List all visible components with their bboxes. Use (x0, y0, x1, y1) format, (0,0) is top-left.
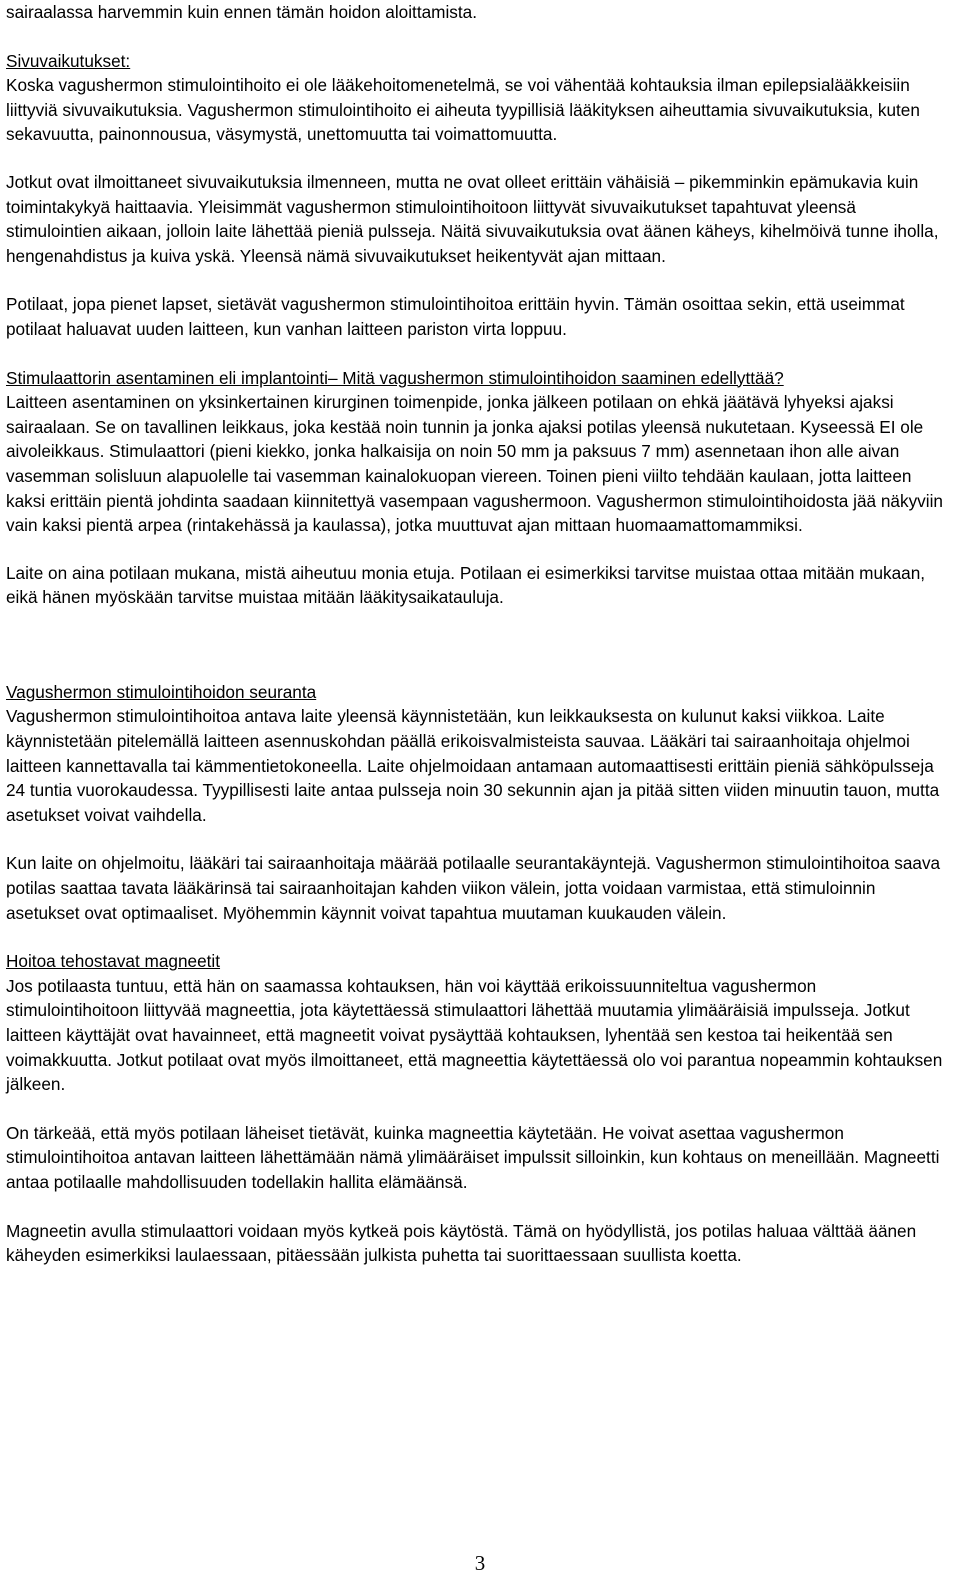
document-page (6, 0, 952, 1268)
followup-paragraph-2: Kun laite on ohjelmoitu, lääkäri tai sairaanhoitaja määrää potilaalle seurantakäyntejä. Vagushermon stimulointihoitoa saava potilas saattaa tavata lääkärinsä tai sairaanhoitajan kahden viikon välein, jotta voidaan varmistaa, että stimuloinnin asetukset ovat optimaaliset. Myöhemmin käynnit voivat tapahtua muutaman kuukauden välein. (6, 853, 941, 923)
followup-paragraph-1: Vagushermon stimulointihoitoa antava laite yleensä käynnistetään, kun leikkauksesta on kulunut kaksi viikkoa. Laite käynnistetään pitelemällä laitteen asennuskohdan päällä erikoisvalmisteista sauvaa. Lääkäri tai sairaanhoitaja ohjelmoi laitteen kannettavalla tai kämmentietokoneella. Laite ohjelmoidaan antamaan automaattisesti erittäin pieniä sähköpulsseja 24 tuntia vuorokaudessa. Tyypillisesti laite antaa pulsseja noin 30 sekunnin ajan ja pitää sitten viiden minuutin tauon, mutta asetukset voivat vaihdella. (6, 706, 940, 825)
magnets-heading: Hoitoa tehostavat magneetit (6, 951, 221, 972)
implant-heading: Stimulaattorin asentaminen eli implantointi– Mitä vagushermon stimulointihoidon saaminen edellyttää? (6, 367, 784, 388)
implant-paragraph-1: Laitteen asentaminen on yksinkertainen kirurginen toimenpide, jonka jälkeen potilaan on ehkä jäätävä lyhyeksi ajaksi sairaalaan. Se on tavallinen leikkaus, joka kestää noin tunnin ja jonka ajaksi potilas yleensä nukutetaan. Kyseessä EI ole aivoleikkaus. Stimulaattori (pieni kiekko, jonka halkaisija on noin 50 mm ja paksuus 7 mm) asennetaan ihon alle aivan vasemman solisluun alapuolelle tai vasemman kainalokuopan viereen. Toinen pieni viilto tehdään kaulaan, jotta laitteen kaksi erittäin pientä johdinta saadaan kiinnitettyä vasempaan vagushermoon. Vagushermon stimulointihoidosta jää näkyviin vain kaksi pientä arpea (rintakehässä ja kaulassa), jotka muuttuvat ajan mittaan huomaamattomammiksi. (6, 392, 943, 536)
side-effects-heading: Sivuvaikutukset: (6, 50, 131, 71)
magnets-paragraph-2: On tärkeää, että myös potilaan läheiset tietävät, kuinka magneettia käytetään. He voivat asettaa vagushermon stimulointihoitoa antavan laitteen lähettämään nämä ylimääräiset impulssit silloinkin, kun kohtaus on meneillään. Magneetti antaa potilaalle mahdollisuuden todellakin hallita elämäänsä. (6, 1122, 940, 1192)
side-effects-paragraph-3: Potilaat, jopa pienet lapset, sietävät vagushermon stimulointihoitoa erittäin hyvin. Tämän osoittaa sekin, että useimmat potilaat haluavat uuden laitteen, kun vanhan laitteen pariston virta loppuu. (6, 294, 905, 339)
side-effects-paragraph-1: Koska vagushermon stimulointihoito ei ole lääkehoitomenetelmä, se voi vähentää kohtauksia ilman epilepsialääkkeisiin liittyviä sivuvaikutuksia. Vagushermon stimulointihoito ei aiheuta tyypillisiä lääkityksen aiheuttamia sivuvaikutuksia, kuten sekavuutta, painonnousua, väsymystä, unettomuutta tai voimattomuutta. (6, 75, 920, 145)
implant-paragraph-2: Laite on aina potilaan mukana, mistä aiheutuu monia etuja. Potilaan ei esimerkiksi tarvitse muistaa ottaa mitään mukaan, eikä hänen myöskään tarvitse muistaa mitään lääkitysaikatauluja. (6, 562, 926, 608)
side-effects-paragraph-2: Jotkut ovat ilmoittaneet sivuvaikutuksia ilmenneen, mutta ne ovat olleet erittäin vähäisiä – pikemminkin epämukavia kuin toimintakykyä haittaavia. Yleisimmät vagushermon stimulointihoitoon liittyvät sivuvaikutukset tapahtuvat yleensä stimulointien aikaan, jolloin laite lähettää pieniä pulsseja. Näitä sivuvaikutuksia ovat äänen käheys, kihelmöivä tunne iholla, hengenahdistus ja kuiva yskä. Yleensä nämä sivuvaikutukset heikentyvät ajan mittaan. (6, 171, 939, 266)
magnets-paragraph-1: Jos potilaasta tuntuu, että hän on saamassa kohtauksen, hän voi käyttää erikoissuunniteltua vagushermon stimulointihoitoon liittyvää magneettia, jota käytettäessä stimulaattori lähettää muutamia ylimääräisiä impulsseja. Jotkut laitteen käyttäjät ovat havainneet, että magneetit voivat pysäyttää kohtauksen, lyhentää sen kestoa tai heikentää sen voimakkuutta. Jotkut potilaat ovat myös ilmoittaneet, että magneettia käytettäessä olo voi parantua nopeammin kohtauksen jälkeen. (6, 975, 943, 1095)
lead-paragraph: sairaalassa harvemmin kuin ennen tämän hoidon aloittamista. (6, 2, 478, 22)
magnets-paragraph-3: Magneetin avulla stimulaattori voidaan myös kytkeä pois käytöstä. Tämä on hyödyllistä, jos potilas haluaa välttää äänen käheyden esimerkiksi laulaessaan, pitäessään julkista puhetta tai suorittaessaan suullista koetta. (6, 1220, 917, 1266)
followup-heading: Vagushermon stimulointihoidon seuranta (6, 681, 317, 702)
page-number: 3 (474, 1551, 486, 1575)
